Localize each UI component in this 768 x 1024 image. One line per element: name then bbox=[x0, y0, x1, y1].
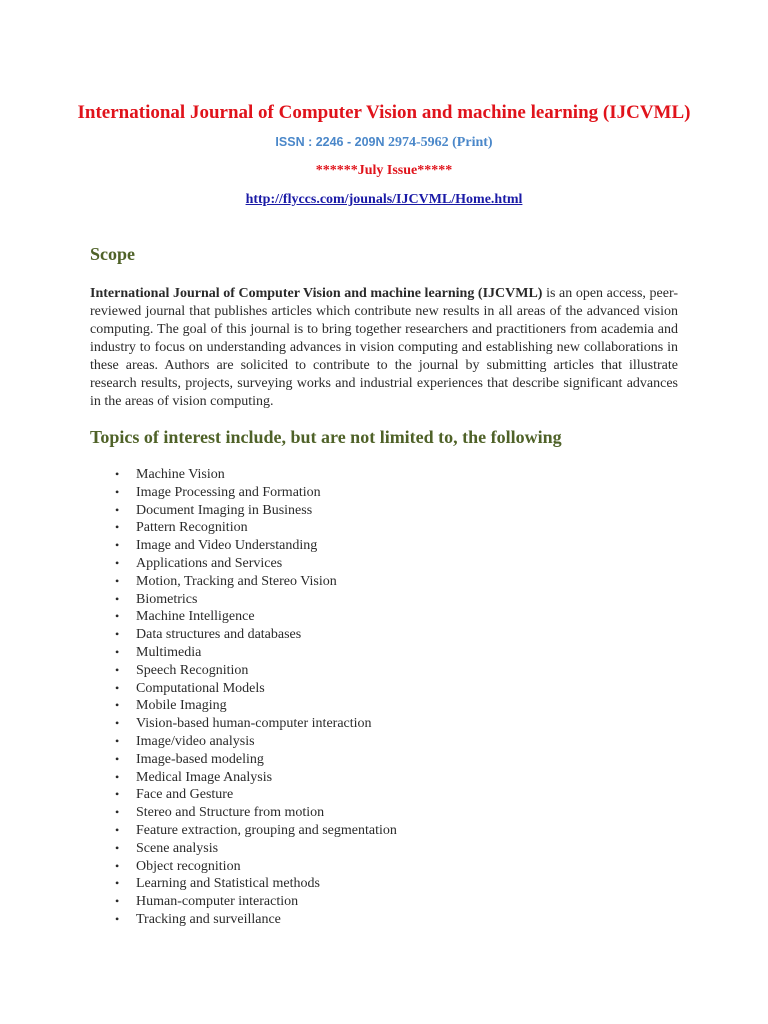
journal-title: International Journal of Computer Vision and machine learning (IJCVML) bbox=[77, 102, 691, 123]
bullet-icon: • bbox=[115, 484, 120, 499]
bullet-icon: • bbox=[115, 591, 120, 606]
topic-label: Medical Image Analysis bbox=[136, 769, 273, 785]
topic-label: Applications and Services bbox=[136, 555, 283, 571]
list-item bbox=[90, 662, 397, 680]
journal-url-link[interactable]: http://flyccs.com/jounals/IJCVML/Home.html bbox=[245, 192, 523, 207]
list-item bbox=[90, 911, 397, 929]
topic-label: Image and Video Understanding bbox=[136, 538, 318, 554]
list-item bbox=[90, 680, 397, 698]
issn-line bbox=[0, 133, 768, 152]
list-item bbox=[90, 751, 397, 769]
bullet-icon: • bbox=[115, 609, 120, 624]
bullet-icon: • bbox=[115, 555, 120, 570]
list-item bbox=[90, 840, 397, 858]
bullet-icon: • bbox=[115, 467, 120, 481]
list-item bbox=[90, 466, 397, 484]
topic-label: Motion, Tracking and Stereo Vision bbox=[136, 573, 337, 589]
topic-label: Image/video analysis bbox=[136, 733, 255, 749]
list-item bbox=[90, 858, 397, 876]
list-item bbox=[90, 537, 397, 555]
list-item bbox=[90, 591, 397, 609]
bullet-icon: • bbox=[115, 822, 120, 837]
topics-heading: Topics of interest include, but are not limited to, the following bbox=[90, 427, 562, 447]
topic-label: Face and Gesture bbox=[136, 787, 234, 803]
bullet-icon: • bbox=[115, 805, 120, 820]
bullet-icon: • bbox=[115, 716, 120, 731]
list-item bbox=[90, 626, 397, 644]
list-item bbox=[90, 608, 397, 626]
list-item bbox=[90, 769, 397, 787]
topic-label: Vision-based human-computer interaction bbox=[136, 716, 372, 732]
topic-label: Feature extraction, grouping and segmentation bbox=[136, 822, 397, 838]
topic-label: Scene analysis bbox=[136, 840, 219, 856]
topic-label: Document Imaging in Business bbox=[136, 502, 313, 518]
scope-paragraph bbox=[90, 285, 678, 411]
bullet-icon: • bbox=[115, 858, 120, 873]
topic-label: Object recognition bbox=[136, 858, 241, 874]
topic-label: Tracking and surveillance bbox=[136, 911, 281, 927]
bullet-icon: • bbox=[115, 751, 120, 766]
list-item bbox=[90, 502, 397, 520]
topic-label: Speech Recognition bbox=[136, 662, 249, 678]
list-item bbox=[90, 893, 397, 911]
bullet-icon: • bbox=[115, 769, 120, 784]
bullet-icon: • bbox=[115, 644, 120, 659]
topic-label: Biometrics bbox=[136, 591, 198, 607]
issue-label: ******July Issue***** bbox=[315, 163, 453, 178]
bullet-icon: • bbox=[115, 538, 120, 553]
bullet-icon: • bbox=[115, 787, 120, 802]
bullet-icon: • bbox=[115, 502, 120, 517]
bullet-icon: • bbox=[115, 680, 120, 695]
scope-heading: Scope bbox=[90, 244, 135, 264]
list-item bbox=[90, 822, 397, 840]
topic-label: Machine Vision bbox=[136, 467, 225, 482]
journal-url-line bbox=[0, 191, 768, 209]
bullet-icon: • bbox=[115, 698, 120, 713]
topic-label: Computational Models bbox=[136, 680, 265, 696]
topic-label: Pattern Recognition bbox=[136, 520, 248, 536]
topic-label: Machine Intelligence bbox=[136, 609, 255, 625]
bullet-icon: • bbox=[115, 733, 120, 748]
topic-label: Learning and Statistical methods bbox=[136, 876, 320, 892]
list-item bbox=[90, 644, 397, 662]
list-item bbox=[90, 804, 397, 822]
list-item bbox=[90, 484, 397, 502]
topic-label: Stereo and Structure from motion bbox=[136, 805, 325, 821]
bullet-icon: • bbox=[115, 627, 120, 642]
topic-label: Image-based modeling bbox=[136, 751, 264, 767]
topic-label: Human-computer interaction bbox=[136, 894, 299, 910]
bullet-icon: • bbox=[115, 520, 120, 535]
list-item bbox=[90, 875, 397, 893]
issn-suffix: 2974-5962 (Print) bbox=[387, 135, 493, 150]
topic-label: Image Processing and Formation bbox=[136, 484, 321, 500]
topic-label: Multimedia bbox=[136, 644, 202, 660]
issn-prefix: ISSN : 2246 - 209N bbox=[275, 135, 388, 149]
bullet-icon: • bbox=[115, 876, 120, 891]
list-item bbox=[90, 733, 397, 751]
list-item bbox=[90, 715, 397, 733]
list-item bbox=[90, 555, 397, 573]
topics-list bbox=[90, 466, 397, 929]
list-item bbox=[90, 573, 397, 591]
bullet-icon: • bbox=[115, 573, 120, 588]
topic-label: Data structures and databases bbox=[136, 627, 302, 643]
bullet-icon: • bbox=[115, 840, 120, 855]
list-item bbox=[90, 519, 397, 537]
list-item bbox=[90, 786, 397, 804]
bullet-icon: • bbox=[115, 911, 120, 926]
scope-lead-bold: International Journal of Computer Vision and machine learning (IJCVML) bbox=[90, 286, 543, 301]
list-item bbox=[90, 697, 397, 715]
topic-label: Mobile Imaging bbox=[136, 698, 227, 714]
bullet-icon: • bbox=[115, 662, 120, 677]
scope-body: is an open access, peer-reviewed journal that publishes articles which contribute new results in all areas of the advanced vision computing. The goal of this journal is to bring together researchers and practitioners from academia and industry to focus on understanding advances in vision computing and establishing new collaborations in these areas. Authors are solicited to contribute to the journal by submitting articles that illustrate research results, projects, surveying works and industrial experiences that describe significant advances in the areas of vision computing. bbox=[90, 286, 678, 409]
bullet-icon: • bbox=[115, 894, 120, 909]
